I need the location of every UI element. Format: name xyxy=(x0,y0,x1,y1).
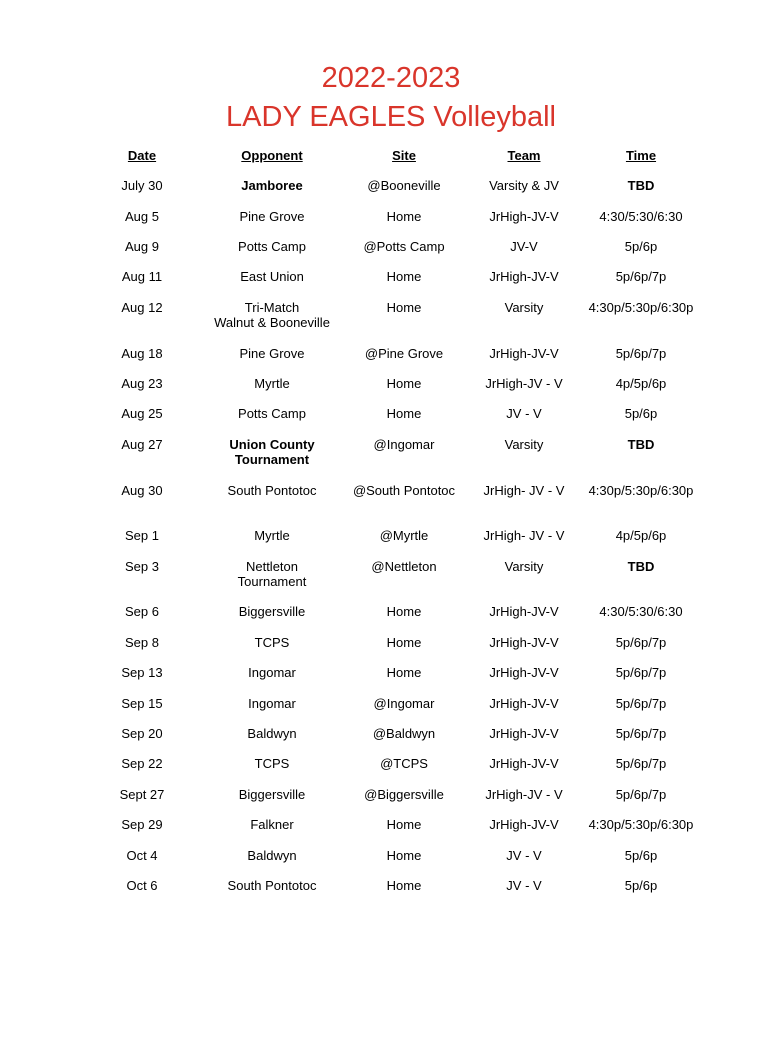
game-team: JV - V xyxy=(506,406,542,421)
game-team: JrHigh-JV-V xyxy=(489,346,559,361)
game-team: Varsity xyxy=(504,437,544,452)
game-time: 5p/6p/7p xyxy=(615,665,667,680)
game-site: Home xyxy=(386,635,422,650)
game-opponent: Myrtle xyxy=(254,376,290,391)
game-site: @Potts Camp xyxy=(363,239,445,254)
game-team: JrHigh- JV - V xyxy=(483,483,565,498)
game-date: July 30 xyxy=(121,178,163,193)
game-opponent: Pine Grove xyxy=(239,209,305,224)
game-date: Oct 4 xyxy=(126,848,158,863)
game-time: 5p/6p xyxy=(624,406,658,421)
game-site: @Nettleton xyxy=(371,559,437,574)
game-opponent: Falkner xyxy=(250,817,294,832)
game-site: Home xyxy=(386,604,422,619)
game-team: JrHigh-JV-V xyxy=(489,696,559,711)
game-time: 5p/6p xyxy=(624,848,658,863)
game-time: 4:30p/5:30p/6:30p xyxy=(588,817,694,832)
game-site: Home xyxy=(386,848,422,863)
game-site: @Ingomar xyxy=(373,437,435,452)
game-site: @Biggersville xyxy=(364,787,444,802)
game-team: JV - V xyxy=(506,848,542,863)
game-team: JrHigh-JV-V xyxy=(489,269,559,284)
game-time: 5p/6p/7p xyxy=(615,756,667,771)
game-team: JrHigh-JV-V xyxy=(489,756,559,771)
game-time: TBD xyxy=(627,559,655,574)
game-date: Aug 23 xyxy=(121,376,163,391)
game-team: JrHigh-JV-V xyxy=(489,635,559,650)
game-team: JrHigh-JV-V xyxy=(489,209,559,224)
game-time: TBD xyxy=(627,437,655,452)
game-opponent: Jamboree xyxy=(241,178,303,193)
game-opponent: Tri-Match Walnut & Booneville xyxy=(214,300,330,330)
game-date: Sep 15 xyxy=(121,696,163,711)
header-team: Team xyxy=(507,148,541,163)
game-date: Sep 8 xyxy=(125,635,159,650)
game-date: Aug 25 xyxy=(121,406,163,421)
game-opponent: Ingomar xyxy=(248,665,296,680)
game-site: Home xyxy=(386,269,422,284)
header-site: Site xyxy=(392,148,416,163)
game-date: Sep 29 xyxy=(121,817,163,832)
game-site: @TCPS xyxy=(380,756,428,771)
game-time: 5p/6p/7p xyxy=(615,635,667,650)
game-date: Sep 6 xyxy=(125,604,159,619)
game-opponent: East Union xyxy=(240,269,304,284)
game-time: 5p/6p/7p xyxy=(615,269,667,284)
game-site: @Baldwyn xyxy=(372,726,436,741)
game-opponent: Nettleton Tournament xyxy=(237,559,307,589)
game-opponent: Potts Camp xyxy=(238,239,306,254)
game-team: JrHigh-JV-V xyxy=(489,665,559,680)
game-date: Sept 27 xyxy=(119,787,165,802)
game-team: JrHigh- JV - V xyxy=(483,528,565,543)
game-site: Home xyxy=(386,209,422,224)
game-opponent: Pine Grove xyxy=(239,346,305,361)
game-site: Home xyxy=(386,406,422,421)
game-time: 5p/6p/7p xyxy=(615,787,667,802)
game-date: Oct 6 xyxy=(126,878,158,893)
game-opponent: Union County Tournament xyxy=(229,437,315,467)
game-team: JrHigh-JV - V xyxy=(485,376,563,391)
game-time: TBD xyxy=(627,178,655,193)
game-date: Sep 3 xyxy=(125,559,159,574)
table-row xyxy=(0,483,776,523)
game-site: @Myrtle xyxy=(379,528,429,543)
game-team: JV-V xyxy=(510,239,538,254)
game-time: 4p/5p/6p xyxy=(615,528,667,543)
game-opponent: Baldwyn xyxy=(247,726,297,741)
game-date: Aug 30 xyxy=(121,483,163,498)
game-site: Home xyxy=(386,817,422,832)
game-date: Sep 20 xyxy=(121,726,163,741)
game-date: Sep 22 xyxy=(121,756,163,771)
game-site: @Pine Grove xyxy=(364,346,444,361)
game-opponent: Potts Camp xyxy=(238,406,306,421)
table-row xyxy=(0,878,776,918)
game-date: Aug 27 xyxy=(121,437,163,452)
table-row xyxy=(0,559,776,599)
game-time: 4:30p/5:30p/6:30p xyxy=(588,483,694,498)
game-team: JrHigh-JV-V xyxy=(489,817,559,832)
game-time: 4:30p/5:30p/6:30p xyxy=(588,300,694,315)
game-opponent: Baldwyn xyxy=(247,848,297,863)
game-time: 4p/5p/6p xyxy=(615,376,667,391)
game-team: Varsity & JV xyxy=(489,178,559,193)
game-time: 5p/6p/7p xyxy=(615,346,667,361)
game-time: 5p/6p xyxy=(624,878,658,893)
game-opponent: Myrtle xyxy=(254,528,290,543)
game-date: Aug 12 xyxy=(121,300,163,315)
game-date: Sep 1 xyxy=(125,528,159,543)
game-time: 4:30/5:30/6:30 xyxy=(599,604,683,619)
header-time: Time xyxy=(625,148,657,163)
game-team: JrHigh-JV - V xyxy=(485,787,563,802)
game-opponent: TCPS xyxy=(254,635,290,650)
game-date: Aug 9 xyxy=(125,239,159,254)
game-site: Home xyxy=(386,665,422,680)
game-time: 5p/6p xyxy=(624,239,658,254)
table-row xyxy=(0,437,776,477)
game-team: JV - V xyxy=(506,878,542,893)
game-site: @Ingomar xyxy=(373,696,435,711)
game-site: Home xyxy=(386,300,422,315)
header-date: Date xyxy=(127,148,157,163)
game-opponent: Ingomar xyxy=(248,696,296,711)
game-date: Aug 18 xyxy=(121,346,163,361)
game-date: Aug 11 xyxy=(121,269,163,284)
game-time: 5p/6p/7p xyxy=(615,696,667,711)
game-team: JrHigh-JV-V xyxy=(489,726,559,741)
game-opponent: TCPS xyxy=(254,756,290,771)
game-opponent: South Pontotoc xyxy=(227,878,317,893)
game-site: @Booneville xyxy=(367,178,441,193)
game-date: Aug 5 xyxy=(125,209,159,224)
game-opponent: Biggersville xyxy=(238,787,306,802)
game-date: Sep 13 xyxy=(121,665,163,680)
game-team: JrHigh-JV-V xyxy=(489,604,559,619)
game-team: Varsity xyxy=(504,300,544,315)
game-opponent: South Pontotoc xyxy=(227,483,317,498)
game-time: 5p/6p/7p xyxy=(615,726,667,741)
game-time: 4:30/5:30/6:30 xyxy=(599,209,683,224)
game-site: Home xyxy=(386,376,422,391)
game-team: Varsity xyxy=(504,559,544,574)
page-title-team: LADY EAGLES Volleyball xyxy=(226,101,556,133)
header-opponent: Opponent xyxy=(241,148,303,163)
game-site: @South Pontotoc xyxy=(352,483,456,498)
page-title-season: 2022-2023 xyxy=(321,62,461,94)
game-opponent: Biggersville xyxy=(238,604,306,619)
game-site: Home xyxy=(386,878,422,893)
table-row xyxy=(0,300,776,340)
